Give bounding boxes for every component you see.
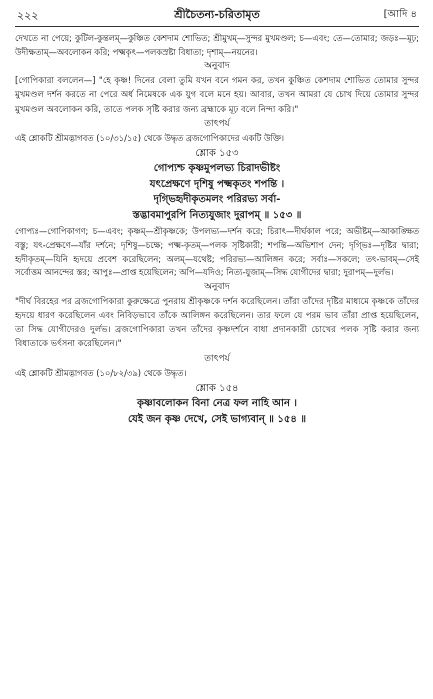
verse-line: দৃগ্ভিহৃদীকৃতমলং পরিরভ্য সর্বা- — [153, 194, 281, 206]
verse-line: গোপ্যশ্চ কৃষ্ণমুপলভ্য চিরাদভীষ্টং — [153, 163, 281, 175]
header-rule — [15, 26, 419, 27]
book-page — [0, 4, 433, 699]
translation-heading: অনুবাদ — [204, 281, 230, 292]
page-number: ২২২ — [17, 9, 39, 22]
purport-heading: তাৎপর্য — [204, 118, 230, 129]
verse-number: শ্লোক ১৫৩ — [195, 148, 239, 160]
translation-text: "দীর্ঘ বিরহের পর ব্রজগোপিকারা কুরুক্ষেত্রে পুনরায় শ্রীকৃষ্ণকে দর্শন করেছিলেন। তাঁরা তাঁদের দৃষ্টির মাধ্যমে কৃষ্ণকে তাঁদের হৃদয়ে ধারণ করেছিলেন এবং নিবিড়ভাবে তাঁকে আলিঙ্গন করেছিলেন। তার ফলে যে পরম ভাব তাঁরা প্রাপ্ত হয়েছিলেন, তা সিদ্ধ যোগীদেরও দুর্লভ। ব্রজগোপিকারা তখন তাঁদের কৃষ্ণদর্শনে বাধা প্রদানকারী চোখের পলক সৃষ্টি করার জন্য বিধাতাকে ভর্ৎসনা করেছিলেন।" — [15, 296, 419, 350]
page-content — [15, 32, 419, 427]
verse-line: যৎপ্রেক্ষণে দৃশিষু পক্ষ্মকৃতং শপন্তি । — [149, 178, 285, 190]
purport-text: এই শ্লোকটি শ্রীমদ্ভাগবত (১০/৮২/৩৯) থেকে উদ্ধৃত। — [15, 367, 187, 378]
translation-text: [গোপিকারা বললেন—] "হে কৃষ্ণ! দিনের বেলা তুমি যখন বনে গমন কর, তখন কুঞ্চিত কেশদাম শোভিত তোমার সুন্দর মুখমণ্ডল দর্শন করতে না পেরে অর্ধ নিমেষকে এক যুগ বলে মনে হয়। আবার, তখন আমরা যে চোখ দিয়ে তোমার সুন্দর মুখমণ্ডল অবলোকন করি, তাতে পলক সৃষ্টি করার জন্য ব্রহ্মাকে মূঢ় বলে নিন্দা করি।" — [15, 76, 419, 115]
verse-line: স্তদ্ভাবমাপুরপি নিত্যযুজাং দুরাপম্ ॥ ১৫৩ ॥ — [132, 209, 302, 221]
synonyms-text: দেখতে না পেয়ে; কুটিল-কুন্তলম্—কুঞ্চিত কেশদাম শোভিত; শ্রীমুখম্—সুন্দর মুখমণ্ডল; চ—এবং; তে—তোমার; জড়ঃ—মূঢ়; উদীক্ষতাম্—অবলোকন করি; পক্ষ্মকৃৎ—পলকস্রষ্টা বিধাতা; দৃশাম্—নয়নের। — [15, 33, 419, 57]
purport-heading: তাৎপর্য — [204, 353, 230, 364]
verse-line: যেই জন কৃষ্ণ দেখে, সেই ভাগ্যবান্ ॥ ১৫৪ ॥ — [127, 413, 307, 425]
page-header — [15, 4, 419, 26]
verse-line: কৃষ্ণাবলোকন বিনা নেত্র ফল নাহি আন । — [137, 398, 297, 410]
translation-heading: অনুবাদ — [204, 61, 230, 72]
running-title: শ্রীচৈতন্য-চরিতামৃত — [174, 8, 260, 21]
verse-number: শ্লোক ১৫৪ — [195, 383, 239, 395]
purport-text: এই শ্লোকটি শ্রীমদ্ভাগবত (১০/৩১/১৫) থেকে উদ্ধৃত ব্রজগোপিকাদের একটি উক্তি। — [15, 132, 285, 143]
synonyms-text: গোপ্যঃ—গোপিকাগণ; চ—এবং; কৃষ্ণম্—শ্রীকৃষ্ণকে; উপলভ্য—দর্শন করে; চিরাৎ—দীর্ঘকাল পরে; অভীষ্টম্—আকাঙ্ক্ষিত বস্তু; যৎ-প্রেক্ষণে—যাঁর দর্শনে; দৃশিষু—চক্ষে; পক্ষ্ম-কৃতম্—পলক সৃষ্টিকারী; শপন্তি—অভিশাপ দেন; দৃগ্ভিঃ—দৃষ্টির দ্বারা; হৃদীকৃতম্—যিনি হৃদয়ে প্রবেশ করেছিলেন; অলম্—যথেষ্ট; পরিরভ্য—আলিঙ্গন করে; সর্বাঃ—সকলে; তৎ-ভাবম্—সেই সর্বোত্তম আনন্দের স্তর; আপুঃ—প্রাপ্ত হয়েছিলেন; অপি—যদিও; নিত্য-যুজাম্—সিদ্ধ যোগীদের দ্বারা; দুরাপম্—দুর্লভ। — [15, 226, 419, 278]
chapter-label: [আদি ৪ — [383, 9, 417, 20]
